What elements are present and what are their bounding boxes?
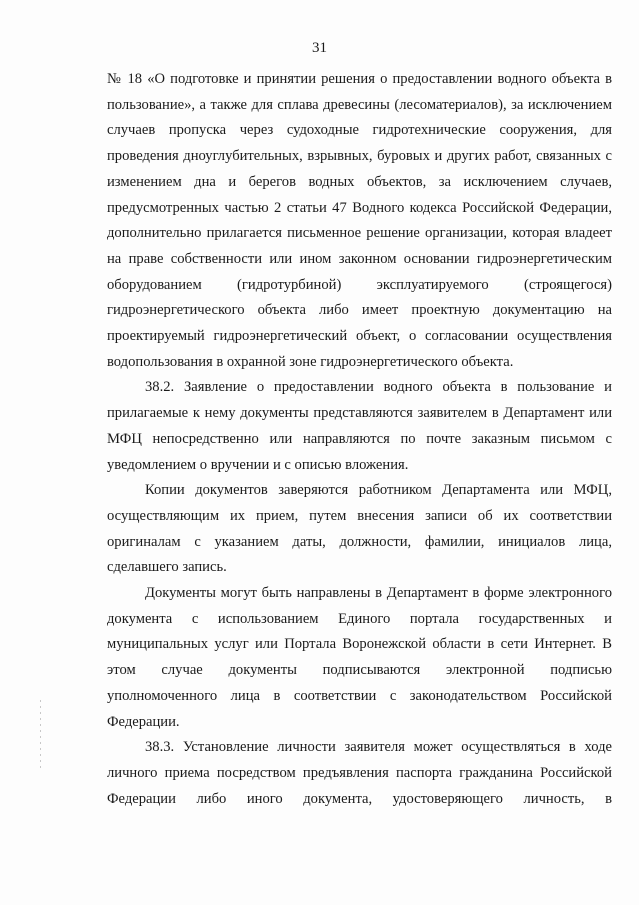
- paragraph-continuation: № 18 «О подготовке и принятии решения о предоставлении водного объекта в пользование», а также для сплава древесины (лесоматериалов), за исключением случаев пропуска через судоходные гидротехнические сооружения, для проведения дноуглубительных, взрывных, буровых и других работ, связанных с изменением дна и берегов водных объектов, за исключением случаев, предусмотренных частью 2 статьи 47 Водного кодекса Российской Федерации, дополнительно прилагается письменное решение организации, которая владеет на праве собственности или ином законном основании гидроэнергетическим оборудованием (гидротурбиной) эксплуатируемого (строящегося) гидроэнергетического объекта либо имеет проектную документацию на проектируемый гидроэнергетический объект, о согласовании осуществления водопользования в охранной зоне гидроэнергетического объекта.: [107, 71, 612, 370]
- paragraph-38-2: 38.2. Заявление о предоставлении водного объекта в пользование и прилагаемые к нему документы представляются заявителем в Департамент или МФЦ непосредственно или направляются по почте заказным письмом с уведомлением о вручении и с описью вложения.: [107, 379, 612, 473]
- page-number: 31: [312, 40, 327, 56]
- paragraph-copies: Копии документов заверяются работником Департамента или МФЦ, осуществляющим их прием, путем внесения записи об их соответствии оригиналам с указанием даты, должности, фамилии, инициалов лица, сделавшего запись.: [107, 482, 612, 576]
- scan-artifact: [40, 700, 41, 770]
- paragraph-electronic-documents: Документы могут быть направлены в Департамент в форме электронного документа с использованием Единого портала государственных и муниципальных услуг или Портала Воронежской области в сети Интернет. В этом случае документы подписываются электронной подписью уполномоченного лица в соответствии с законодательством Российской Федерации.: [107, 585, 612, 730]
- paragraph-38-3: 38.3. Установление личности заявителя может осуществляться в ходе личного приема посредством предъявления паспорта гражданина Российской Федерации либо иного документа, удостоверяющего личность, в: [107, 739, 612, 807]
- document-body: [107, 67, 612, 812]
